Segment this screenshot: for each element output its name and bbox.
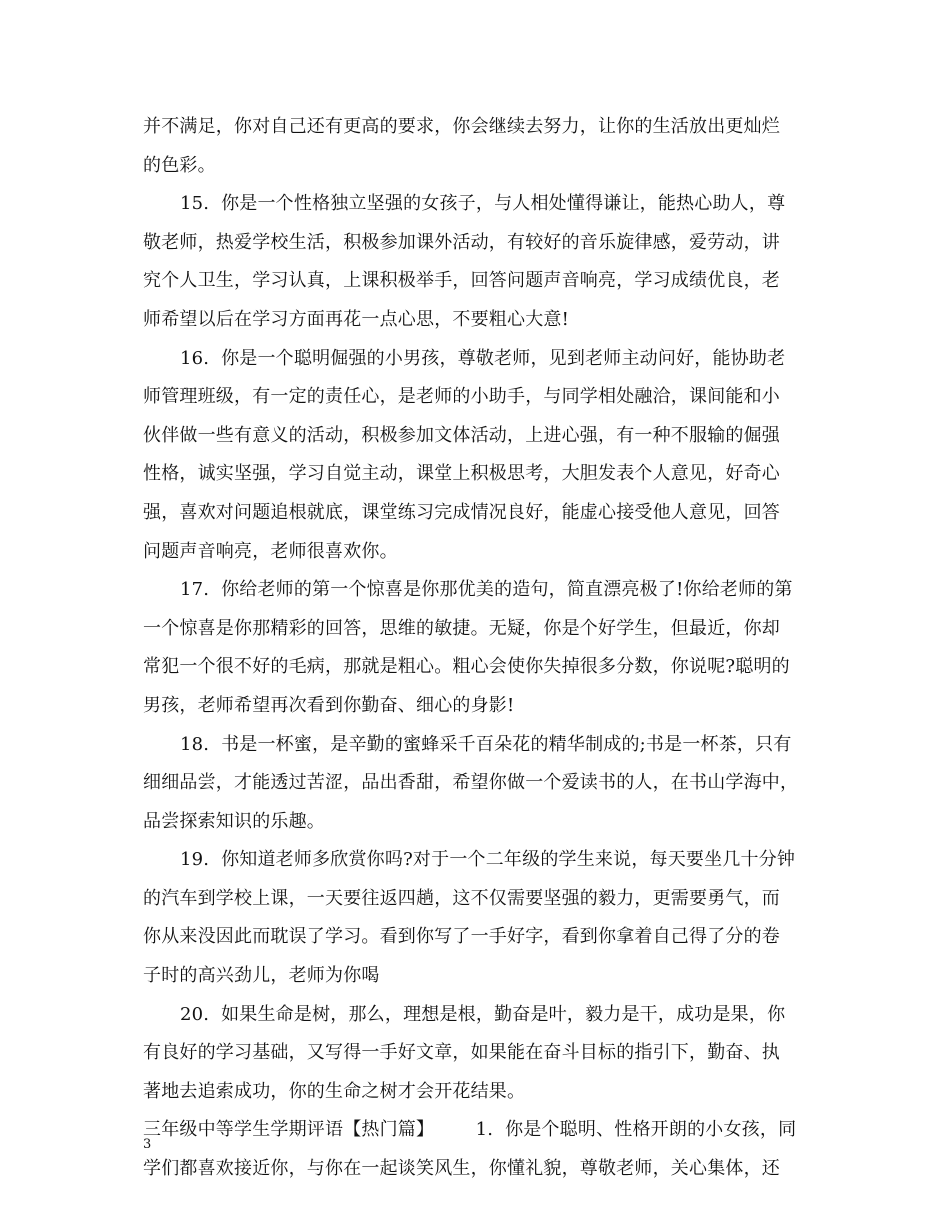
text-line: 18. 书是一杯蜜，是辛勤的蜜蜂采千百朵花的精华制成的;书是一杯茶，只有	[180, 733, 792, 755]
text-line: 著地去追索成功，你的生命之树才会开花结果。	[143, 1080, 526, 1102]
text-line: 男孩，老师希望再次看到你勤奋、细心的身影!	[143, 694, 515, 716]
text-line: 三年级中等学生学期评语【热门篇】 1. 你是个聪明、性格开朗的小女孩，同	[143, 1119, 797, 1141]
text-line: 有良好的学习基础，又写得一手好文章，如果能在奋斗目标的指引下，勤奋、执	[143, 1042, 780, 1064]
text-line: 学们都喜欢接近你，与你在一起谈笑风生，你懂礼貌，尊敬老师，关心集体，还	[143, 1158, 780, 1180]
text-line: 一个惊喜是你那精彩的回答，思维的敏捷。无疑，你是个好学生，但最近，你却	[143, 617, 780, 639]
text-line: 强，喜欢对问题追根就底，课堂练习完成情况良好，能虚心接受他人意见，回答	[143, 501, 780, 523]
text-line: 你从来没因此而耽误了学习。看到你写了一手好字，看到你拿着自己得了分的卷	[143, 926, 780, 948]
page-number: 3	[143, 1137, 152, 1152]
text-line: 细细品尝，才能透过苦涩，品出香甜，希望你做一个爱读书的人，在书山学海中，	[143, 772, 799, 794]
body-text	[143, 108, 815, 1189]
text-line: 20. 如果生命是树，那么，理想是根，勤奋是叶，毅力是干，成功是果，你	[180, 1003, 786, 1025]
text-line: 伙伴做一些有意义的活动，积极参加文体活动，上进心强，有一种不服输的倔强	[143, 424, 780, 446]
text-line: 品尝探索知识的乐趣。	[143, 810, 325, 832]
text-line: 师管理班级，有一定的责任心，是老师的小助手，与同学相处融洽，课间能和小	[143, 386, 780, 408]
text-line: 问题声音响亮，老师很喜欢你。	[143, 540, 398, 562]
text-line: 常犯一个很不好的毛病，那就是粗心。粗心会使你失掉很多分数，你说呢?聪明的	[143, 656, 790, 678]
text-line: 性格，诚实坚强，学习自觉主动，课堂上积极思考，大胆发表个人意见，好奇心	[143, 463, 780, 485]
text-line: 的汽车到学校上课，一天要往返四趟，这不仅需要坚强的毅力，更需要勇气，而	[143, 887, 780, 909]
text-line: 子时的高兴劲儿，老师为你喝	[143, 965, 380, 987]
text-line: 并不满足，你对自己还有更高的要求，你会继续去努力，让你的生活放出更灿烂	[143, 116, 780, 137]
text-line: 19. 你知道老师多欣赏你吗?对于一个二年级的学生来说，每天要坐几十分钟	[180, 849, 796, 871]
text-line: 师希望以后在学习方面再花一点心思，不要粗心大意!	[143, 308, 570, 330]
text-line: 的色彩。	[143, 154, 216, 176]
text-line: 15. 你是一个性格独立坚强的女孩子，与人相处懂得谦让，能热心助人，尊	[180, 193, 786, 215]
text-line: 16. 你是一个聪明倔强的小男孩，尊敬老师，见到老师主动问好，能协助老	[180, 347, 786, 369]
text-line: 17. 你给老师的第一个惊喜是你那优美的造句，简直漂亮极了!你给老师的第	[180, 579, 793, 601]
text-line: 究个人卫生，学习认真，上课积极举手，回答问题声音响亮，学习成绩优良，老	[143, 270, 780, 292]
text-line: 敬老师，热爱学校生活，积极参加课外活动，有较好的音乐旋律感，爱劳动，讲	[143, 231, 780, 253]
